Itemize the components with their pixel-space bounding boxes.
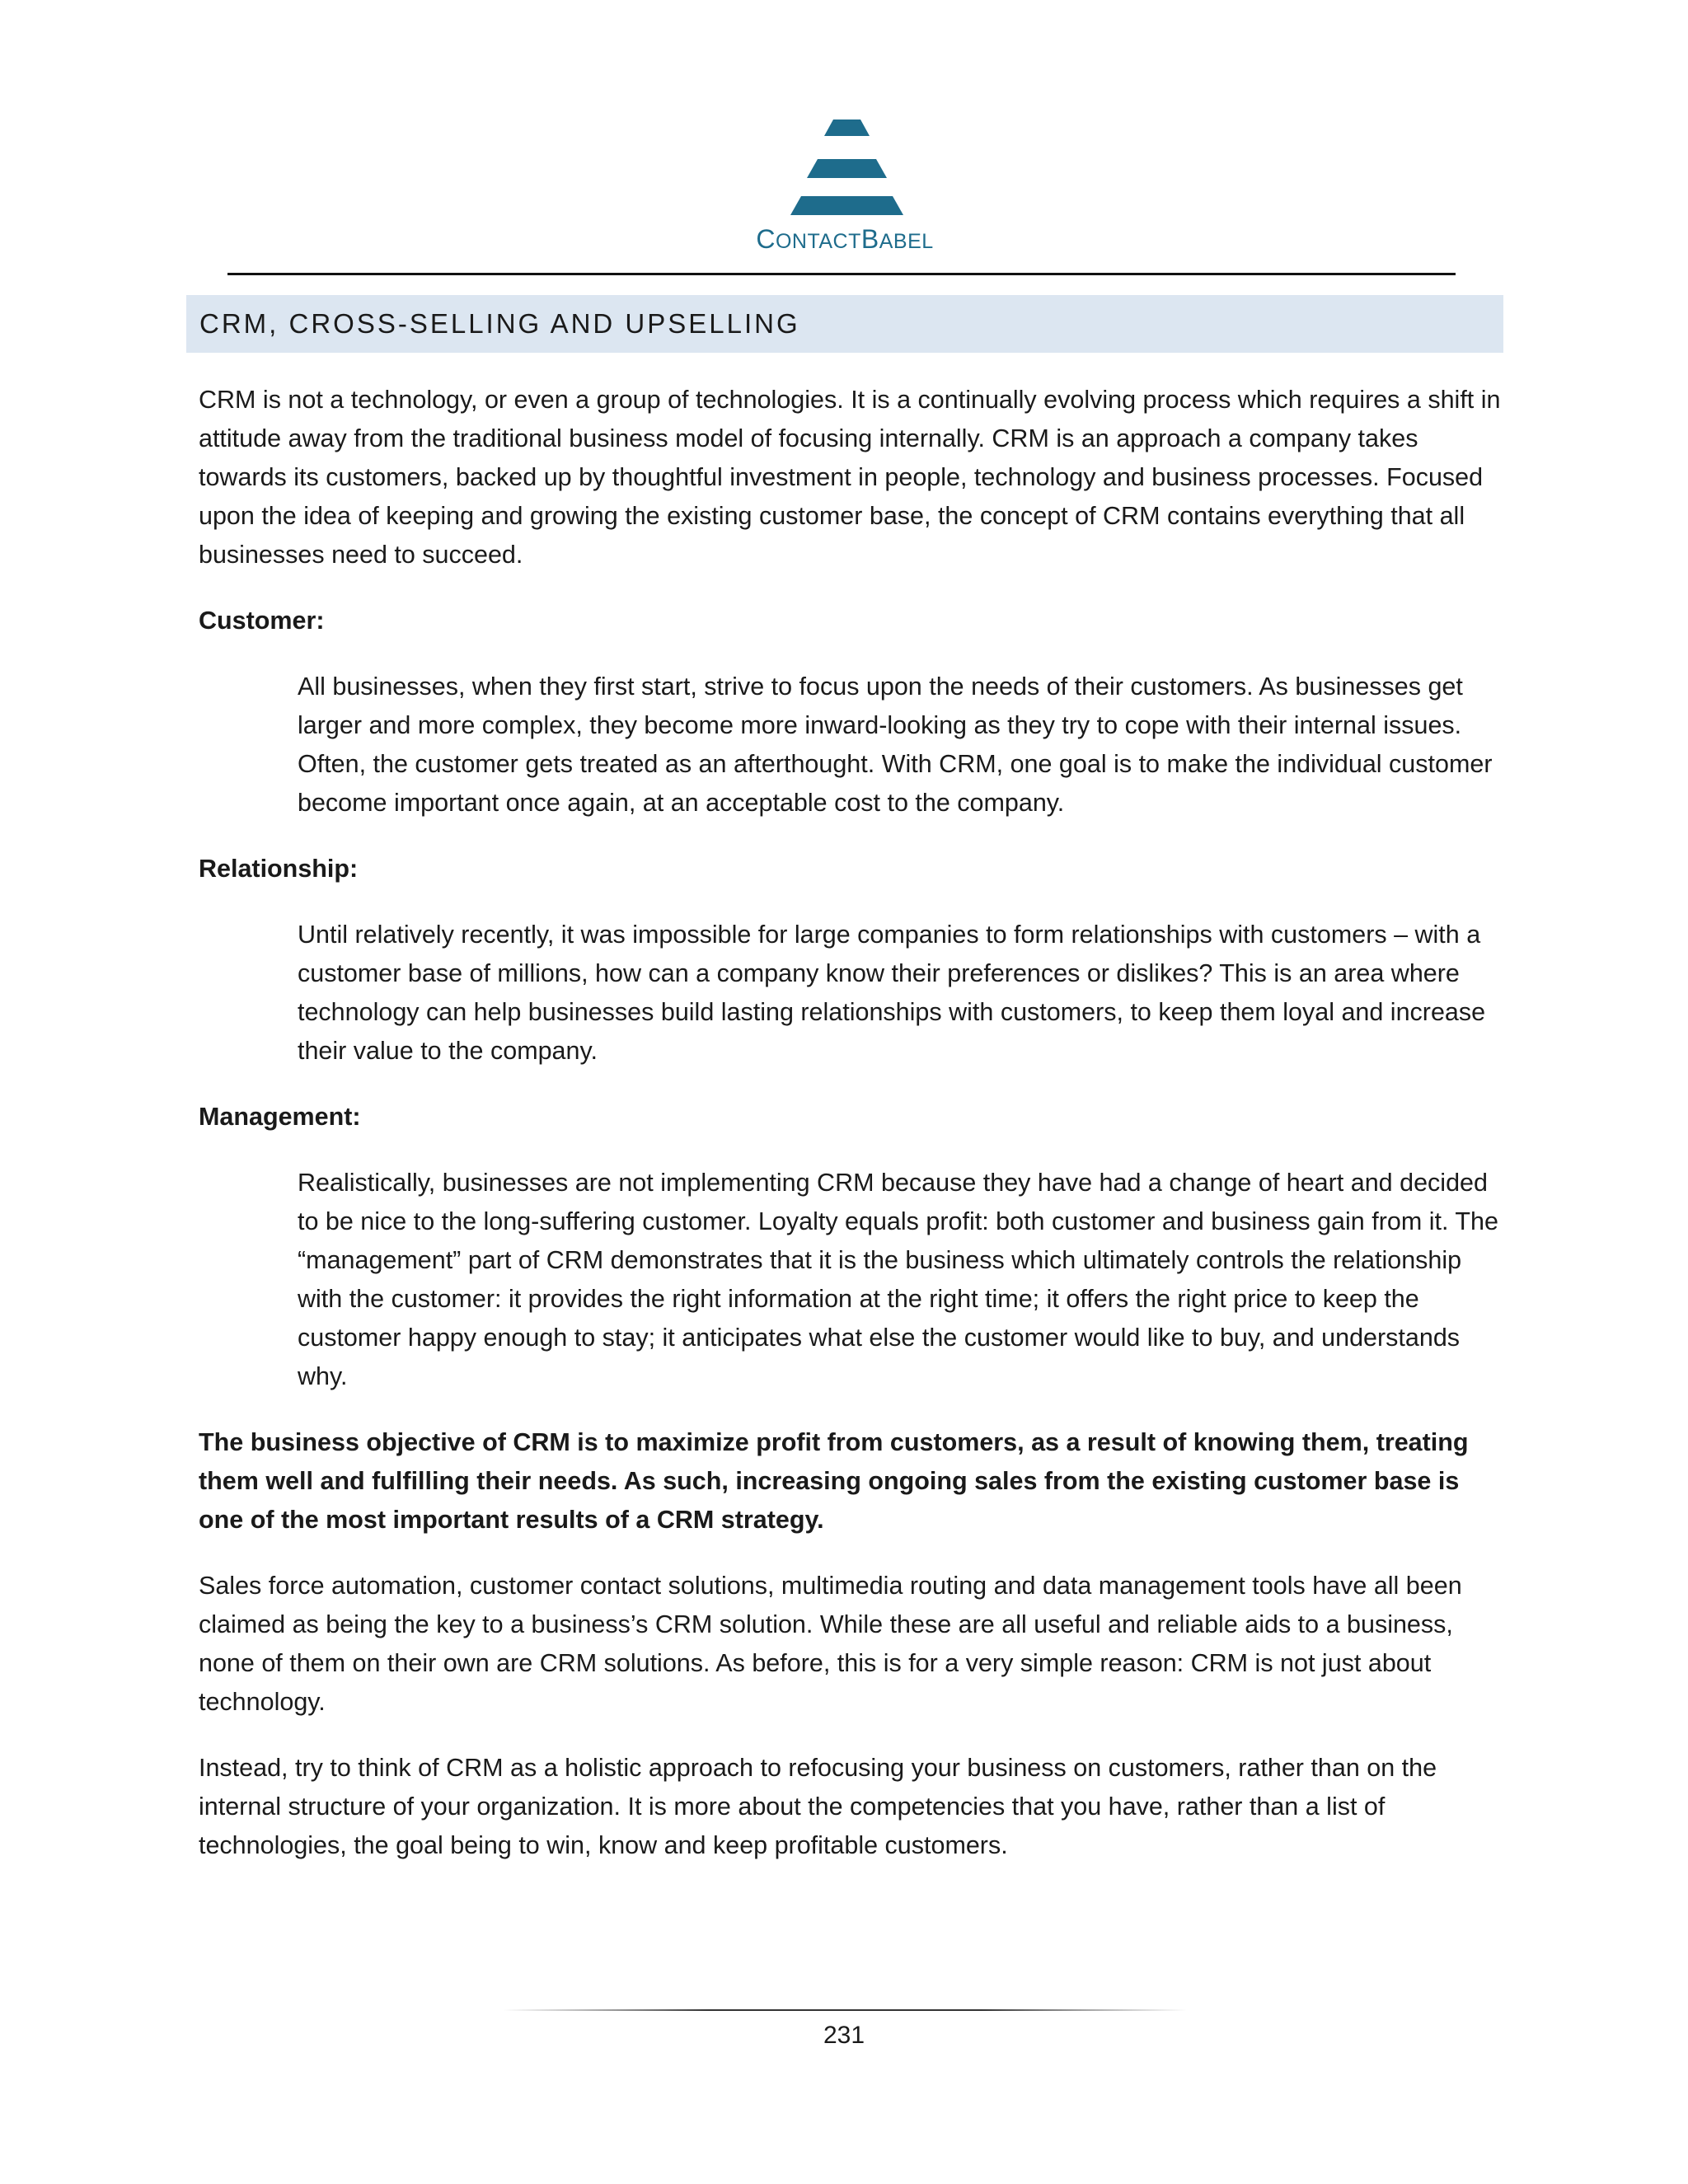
contactbabel-logo [742, 115, 948, 255]
management-paragraph: Realistically, businesses are not implementing CRM because they have had a change of heart and decided to be nice to the long-suffering customer. Loyalty equals profit: both customer and business gain from it. The “management” part of CRM demonstrates that it is the business which ultimately controls the relationship with the customer: it provides the right information at the right time; it offers the right price to keep the customer happy enough to stay; it anticipates what else the customer would like to buy, and understands why. [298, 1169, 1498, 1390]
intro-paragraph: CRM is not a technology, or even a group of technologies. It is a continually evolving process which requires a shift in attitude away from the traditional business model of focusing internally. CRM is an approach a company takes towards its customers, backed up by thoughtful investment in people, technology and business processes. Focused upon the idea of keeping and growing the existing customer base, the concept of CRM contains everything that all businesses need to succeed. [199, 386, 1501, 569]
section-heading-band [186, 295, 1503, 353]
instead-paragraph: Instead, try to think of CRM as a holistic approach to refocusing your business on customers, rather than on the internal structure of your organization. It is more about the competencies that you have, rather than a list of technologies, the goal being to win, know and keep profitable customers. [199, 1754, 1437, 1859]
section-title: CRM, CROSS-SELLING AND UPSELLING [199, 308, 800, 339]
customer-paragraph: All businesses, when they first start, strive to focus upon the needs of their customers. As businesses get larger and more complex, they become more inward-looking as they try to cope with their internal issues. Often, the customer gets treated as an afterthought. With CRM, one goal is to make the individual customer become important once again, at an acceptable cost to the company. [298, 673, 1493, 817]
sales-force-paragraph: Sales force automation, customer contact solutions, multimedia routing and data management tools have all been claimed as being the key to a business’s CRM solution. While these are all useful and reliable aids to a business, none of them on their own are CRM solutions. As before, this is for a very simple reason: CRM is not just about technology. [199, 1572, 1462, 1716]
pyramid-logo-icon [742, 115, 948, 223]
page-number: 231 [823, 2022, 865, 2049]
footer-divider [503, 2009, 1187, 2013]
customer-heading: Customer: [199, 607, 325, 635]
header-divider [227, 273, 1456, 275]
relationship-heading: Relationship: [199, 855, 359, 883]
brand-name: CONTACTBABEL [756, 224, 934, 254]
objective-paragraph: The business objective of CRM is to maximize profit from customers, as a result of knowing them, treating them well and fulfilling their needs. As such, increasing ongoing sales from the existing customer base is one of the most important results of a CRM strategy. [199, 1428, 1469, 1534]
document-body [199, 381, 1501, 1892]
relationship-paragraph: Until relatively recently, it was impossible for large companies to form relationships with customers – with a customer base of millions, how can a company know their preferences or dislikes? This is an area where technology can help businesses build lasting relationships with customers, to keep them loyal and increase their value to the company. [298, 921, 1486, 1065]
management-heading: Management: [199, 1103, 361, 1131]
